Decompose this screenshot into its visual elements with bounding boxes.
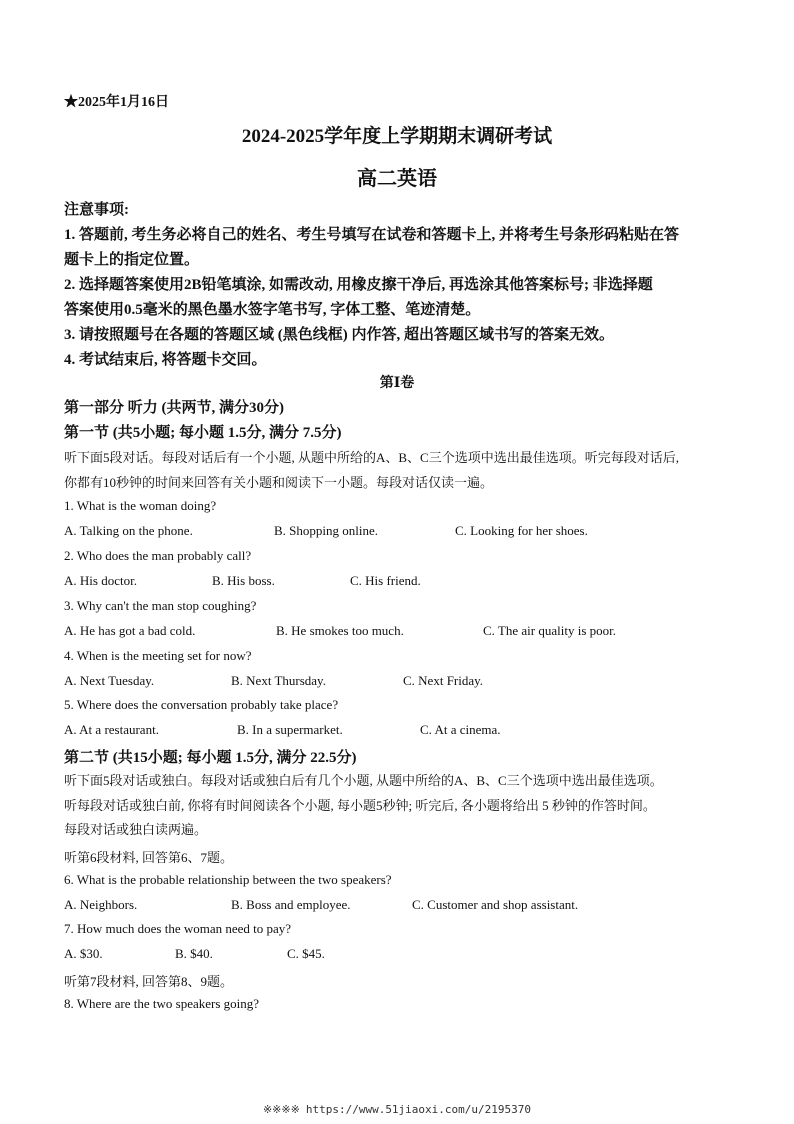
option-b: B. In a supermarket. xyxy=(237,722,343,737)
footer-url[interactable]: https://www.51jiaoxi.com/u/2195370 xyxy=(305,1103,532,1116)
instruction-line: 听下面5段对话或独白。每段对话或独白后有几个小题, 从题中所给的A、B、C三个选项中选出最佳选项。 xyxy=(64,773,663,788)
exam-title: 2024-2025学年度上学期期末调研考试 xyxy=(241,126,553,147)
note-line: 2. 选择题答案使用2B铅笔填涂, 如需改动, 用橡皮擦干净后, 再选涂其他答案标号; 非选择题 xyxy=(64,277,653,293)
question-3: 3. Why can't the man stop coughing? xyxy=(64,598,257,613)
option-a: A. At a restaurant. xyxy=(64,722,159,737)
option-b: B. Shopping online. xyxy=(274,523,379,538)
section2-instructions xyxy=(64,769,734,843)
option-c: C. His friend. xyxy=(350,573,421,588)
material-note-6: 听第6段材料, 回答第6、7题。 xyxy=(64,850,234,865)
footer-mark: ※※※※ xyxy=(262,1103,300,1116)
section1-title: 第一节 (共5小题; 每小题 1.5分, 满分 7.5分) xyxy=(64,425,342,441)
question-8: 8. Where are the two speakers going? xyxy=(64,996,260,1011)
note-line: 3. 请按照题号在各题的答题区域 (黑色线框) 内作答, 超出答题区域书写的答案无效。 xyxy=(64,327,614,343)
option-c: C. At a cinema. xyxy=(420,722,501,737)
option-a: A. Neighbors. xyxy=(64,897,138,912)
option-c: C. Next Friday. xyxy=(403,673,484,688)
option-b: B. Next Thursday. xyxy=(231,673,326,688)
exam-subject: 高二英语 xyxy=(357,168,437,190)
note-line: 题卡上的指定位置。 xyxy=(64,252,200,268)
option-c: C. The air quality is poor. xyxy=(483,623,616,638)
part1-title: 第一部分 听力 (共两节, 满分30分) xyxy=(64,400,284,416)
question-2: 2. Who does the man probably call? xyxy=(64,548,252,563)
note-line: 4. 考试结束后, 将答题卡交回。 xyxy=(64,352,267,368)
note-line: 1. 答题前, 考生务必将自己的姓名、考生号填写在试卷和答题卡上, 并将考生号条形码粘贴在答 xyxy=(64,227,680,243)
option-b: B. He smokes too much. xyxy=(276,623,404,638)
section1-instructions xyxy=(64,446,734,495)
note-line: 答案使用0.5毫米的黑色墨水签字笔书写, 字体工整、笔迹清楚。 xyxy=(64,302,481,318)
option-c: C. Looking for her shoes. xyxy=(455,523,588,538)
option-a: A. He has got a bad cold. xyxy=(64,623,196,638)
instruction-line: 听每段对话或独白前, 你将有时间阅读各个小题, 每小题5秒钟; 听完后, 各小题将给出 5 秒钟的作答时间。 xyxy=(64,797,656,813)
question-7: 7. How much does the woman need to pay? xyxy=(64,921,292,936)
volume-title: 第Ⅰ卷 xyxy=(379,376,415,391)
question-5: 5. Where does the conversation probably take place? xyxy=(64,697,339,712)
question-6: 6. What is the probable relationship between the two speakers? xyxy=(64,872,392,887)
question-1: 1. What is the woman doing? xyxy=(64,498,217,513)
question-4: 4. When is the meeting set for now? xyxy=(64,648,252,663)
notes-heading: 注意事项: xyxy=(64,202,129,218)
instruction-line: 每段对话或独白读两遍。 xyxy=(64,822,208,837)
option-a: A. $30. xyxy=(64,946,103,961)
notes-section xyxy=(64,198,734,373)
option-a: A. His doctor. xyxy=(64,573,137,588)
option-c: C. Customer and shop assistant. xyxy=(412,897,579,912)
material-note-7: 听第7段材料, 回答第8、9题。 xyxy=(64,974,234,989)
option-a: A. Talking on the phone. xyxy=(64,523,193,538)
instruction-line: 听下面5段对话。每段对话后有一个小题, 从题中所给的A、B、C三个选项中选出最佳选项。听完每段对话后, xyxy=(64,450,679,465)
option-a: A. Next Tuesday. xyxy=(64,673,155,688)
option-b: B. His boss. xyxy=(212,573,275,588)
option-b: B. $40. xyxy=(175,946,213,961)
option-b: B. Boss and employee. xyxy=(231,897,351,912)
page-footer xyxy=(0,1103,794,1116)
exam-date: ★2025年1月16日 xyxy=(64,95,169,110)
option-c: C. $45. xyxy=(287,946,325,961)
section2-title: 第二节 (共15小题; 每小题 1.5分, 满分 22.5分) xyxy=(64,750,357,766)
instruction-line: 你都有10秒钟的时间来回答有关小题和阅读下一小题。每段对话仅读一遍。 xyxy=(64,474,494,490)
